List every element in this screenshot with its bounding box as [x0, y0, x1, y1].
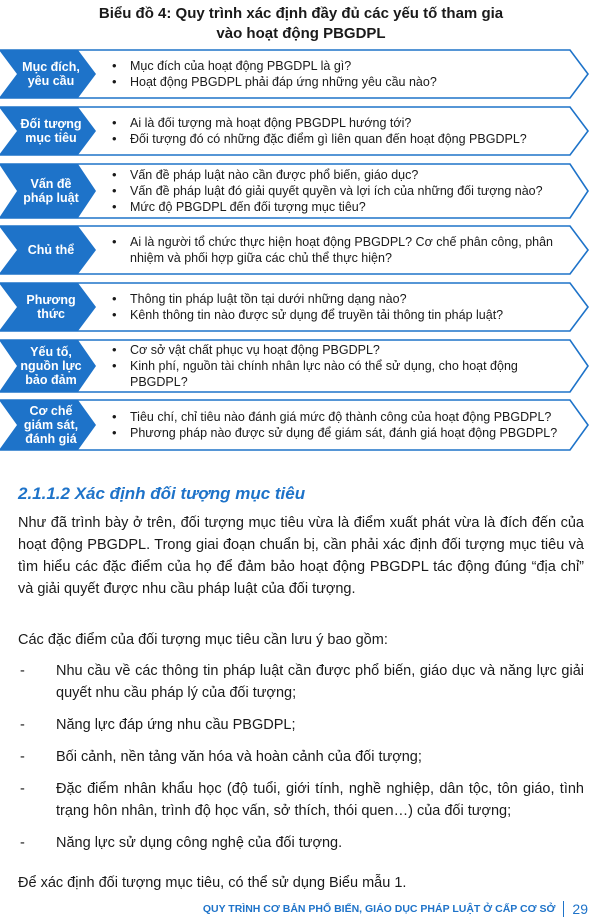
- list-item: - Bối cảnh, nền tảng văn hóa và hoàn cảnh của đối tượng;: [18, 746, 584, 768]
- row-label: Yếu tố, nguồn lực bảo đảm: [20, 345, 82, 387]
- diagram-row: [0, 400, 602, 450]
- page-number: 29: [572, 901, 588, 917]
- diagram-row: [0, 164, 602, 218]
- list-item: - Đặc điểm nhân khẩu học (độ tuổi, giới tính, nghề nghiệp, dân tộc, tôn giáo, tình trạng hôn nhân, trình độ học vấn, sở thích, thói quen…) của đối tượng;: [18, 778, 584, 822]
- closing-paragraph: Để xác định đối tượng mục tiêu, có thể sử dụng Biểu mẫu 1.: [18, 875, 407, 891]
- list-intro-paragraph: Các đặc điểm của đối tượng mục tiêu cần lưu ý bao gồm:: [18, 632, 388, 648]
- question-list: [108, 107, 576, 155]
- question-list: [108, 164, 576, 218]
- question-item: • Ai là người tổ chức thực hiện hoạt động PBGDPL? Cơ chế phân công, phân nhiệm và phối hợp giữa các chủ thể thực hiện?: [108, 234, 576, 266]
- question-item: • Ai là đối tượng mà hoạt động PBGDPL hướng tới?: [108, 115, 576, 131]
- question-item: • Hoạt động PBGDPL phải đáp ứng những yêu cầu nào?: [108, 74, 576, 90]
- question-item: • Vấn đề pháp luật đó giải quyết quyền và lợi ích của những đối tượng nào?: [108, 183, 576, 199]
- section-heading: 2.1.1.2 Xác định đối tượng mục tiêu: [18, 484, 306, 503]
- question-item: • Mức độ PBGDPL đến đối tượng mục tiêu?: [108, 199, 576, 215]
- characteristics-list: [18, 660, 584, 864]
- diagram-title-line-2: vào hoạt động PBGDPL: [216, 25, 386, 42]
- diagram-row: [0, 226, 602, 274]
- question-item: • Đối tượng đó có những đặc điểm gì liên quan đến hoạt động PBGDPL?: [108, 131, 576, 147]
- diagram-title: [60, 4, 542, 44]
- question-item: • Phương pháp nào được sử dụng để giám sát, đánh giá hoạt động PBGDPL?: [108, 425, 576, 441]
- row-label: Vấn đề pháp luật: [23, 177, 79, 205]
- row-label: Cơ chế giám sát, đánh giá: [23, 404, 79, 446]
- row-label: Đối tượng mục tiêu: [20, 117, 82, 145]
- diagram-row: [0, 283, 602, 331]
- question-item: • Kinh phí, nguồn tài chính nhân lực nào có thể sử dụng, cho hoạt động PBGDPL?: [108, 358, 576, 390]
- row-label: Phương thức: [26, 293, 76, 321]
- row-label: Mục đích, yêu cầu: [22, 60, 80, 88]
- question-item: • Thông tin pháp luật tồn tại dưới những dạng nào?: [108, 291, 576, 307]
- question-item: • Kênh thông tin nào được sử dụng để truyền tải thông tin pháp luật?: [108, 307, 576, 323]
- diagram-row: [0, 50, 602, 98]
- list-item: - Nhu cầu về các thông tin pháp luật cần được phổ biến, giáo dục và năng lực giải quyết nhu cầu pháp lý của đối tượng;: [18, 660, 584, 704]
- question-item: • Tiêu chí, chỉ tiêu nào đánh giá mức độ thành công của hoạt động PBGDPL?: [108, 409, 576, 425]
- question-list: [108, 283, 576, 331]
- question-item: • Cơ sở vật chất phục vụ hoạt động PBGDPL?: [108, 342, 576, 358]
- running-title: QUY TRÌNH CƠ BẢN PHỔ BIẾN, GIÁO DỤC PHÁP LUẬT Ở CẤP CƠ SỞ: [202, 903, 556, 915]
- question-list: [108, 226, 576, 274]
- question-list: [108, 50, 576, 98]
- list-item: - Năng lực sử dụng công nghệ của đối tượng.: [18, 832, 584, 854]
- diagram-row: [0, 340, 602, 392]
- footer-divider: [563, 901, 564, 917]
- page-footer: [203, 900, 588, 918]
- question-list: [108, 340, 576, 392]
- question-item: • Mục đích của hoạt động PBGDPL là gì?: [108, 58, 576, 74]
- list-item: - Năng lực đáp ứng nhu cầu PBGDPL;: [18, 714, 584, 736]
- diagram-title-line-1: Biểu đồ 4: Quy trình xác định đầy đủ các yếu tố tham gia: [98, 5, 504, 22]
- diagram-row: [0, 107, 602, 155]
- question-item: • Vấn đề pháp luật nào cần được phổ biến, giáo dục?: [108, 167, 576, 183]
- question-list: [108, 400, 576, 450]
- row-label: Chủ thể: [27, 243, 75, 257]
- intro-paragraph: Như đã trình bày ở trên, đối tượng mục tiêu vừa là điểm xuất phát vừa là đích đến của hoạt động PBGDPL. Trong giai đoạn chuẩn bị, cần phải xác định đối tượng mục tiêu và tìm hiểu các đặc điểm của họ để đảm bảo hoạt động PBGDPL tác động đúng “địa chỉ” và giải quyết được nhu cầu pháp luật của đối tượng.: [18, 515, 584, 597]
